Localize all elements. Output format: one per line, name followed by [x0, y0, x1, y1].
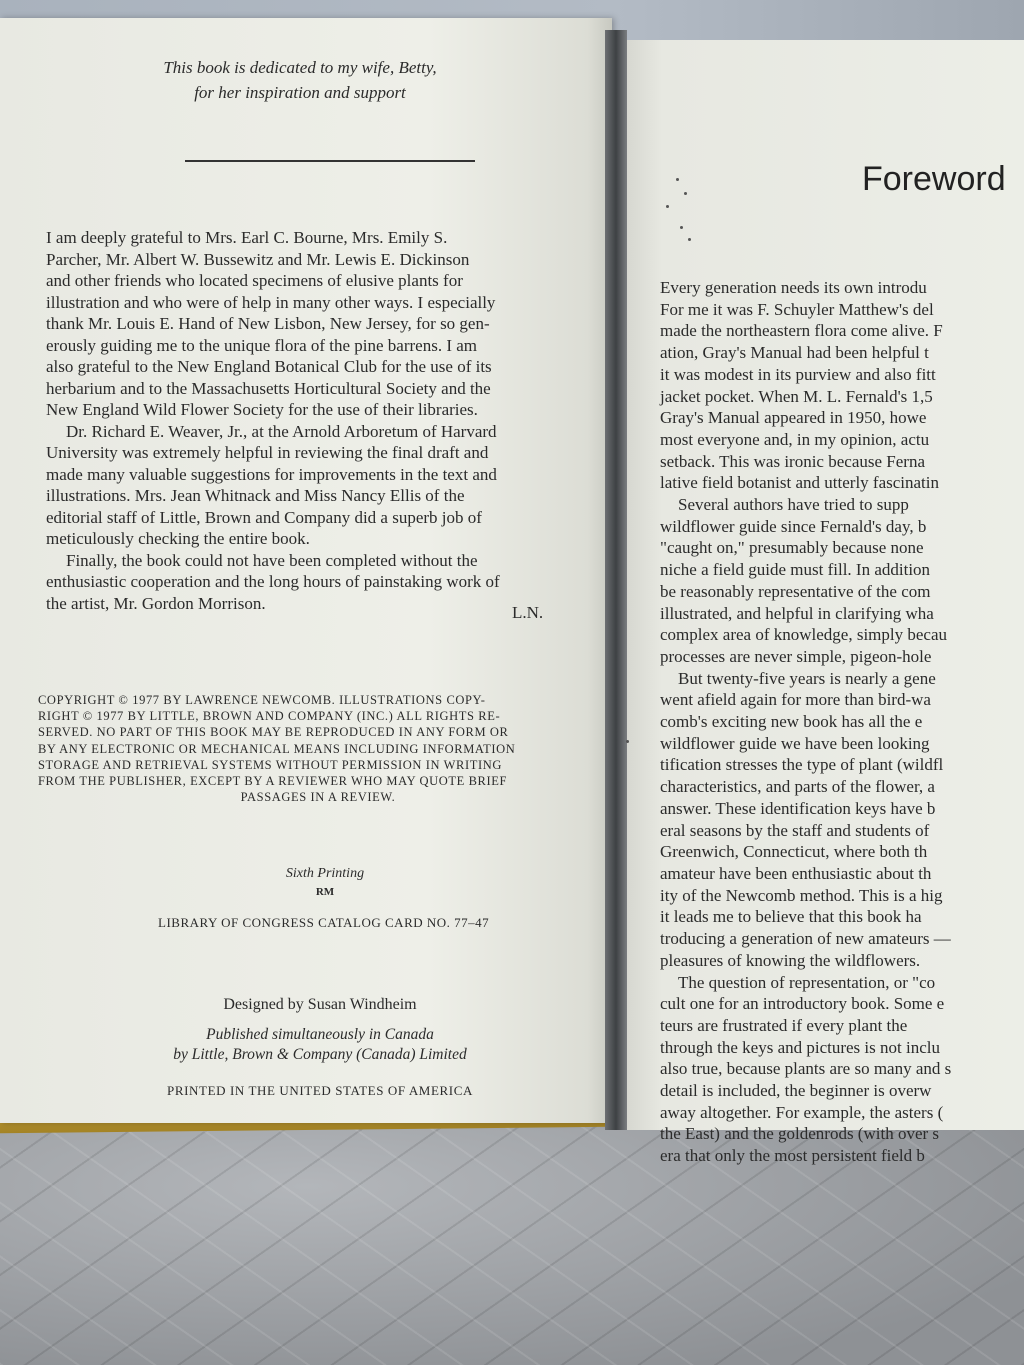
copyright-notice [38, 692, 598, 805]
ack-line: I am deeply grateful to Mrs. Earl C. Bourne, Mrs. Emily S. [46, 228, 448, 247]
book-gutter [605, 30, 627, 1130]
foreword-line: complex area of knowledge, simply becau [660, 625, 948, 645]
copyright-line: PASSAGES IN A REVIEW. [240, 790, 396, 805]
copyright-line: FROM THE PUBLISHER, EXCEPT BY A REVIEWER WHO MAY QUOTE BRIEF [38, 774, 508, 789]
foreword-line: troducing a generation of new amateurs — [660, 929, 951, 949]
divider [185, 160, 475, 162]
ack-line: meticulously checking the entire book. [46, 529, 310, 548]
foreword-line: ation, Gray's Manual had been helpful t [660, 343, 929, 363]
ack-line: also grateful to the New England Botanical Club for the use of its [46, 357, 492, 376]
copyright-line: COPYRIGHT © 1977 BY LAWRENCE NEWCOMB. ILLUSTRATIONS COPY- [38, 693, 486, 707]
foreword-line: setback. This was ironic because Ferna [660, 451, 925, 471]
foreword-line: niche a field guide must fill. In addition [660, 560, 931, 580]
foreword-line: illustrated, and helpful in clarifying wha [660, 603, 934, 623]
dedication-line-2: for her inspiration and support [194, 83, 406, 102]
foreword-line: be reasonably representative of the com [660, 581, 931, 601]
foreword-line: ity of the Newcomb method. This is a hig [660, 885, 943, 905]
foreword-line: Gray's Manual appeared in 1950, howe [660, 408, 927, 428]
foreword-line: cult one for an introductory book. Some e [660, 994, 945, 1014]
foreword-line: detail is included, the beginner is overw [660, 1081, 932, 1101]
foreword-line: But twenty-five years is nearly a gene [678, 668, 936, 688]
published-line-1: Published simultaneously in Canada [206, 1026, 434, 1043]
ack-line: Dr. Richard E. Weaver, Jr., at the Arnold Arboretum of Harvard [66, 421, 497, 441]
printing: Sixth Printing [285, 866, 365, 881]
foreword-line: through the keys and pictures is not inclu [660, 1037, 940, 1057]
foreword-line: answer. These identification keys have b [660, 798, 936, 818]
foreword-line: "caught on," presumably because none [660, 538, 924, 558]
ack-line: enthusiastic cooperation and the long hours of painstaking work of [46, 572, 500, 591]
foreword-line: era that only the most persistent field b [660, 1146, 925, 1166]
foreword-line: comb's exciting new book has all the e [660, 712, 923, 732]
ack-line: illustrations. Mrs. Jean Whitnack and Miss Nancy Ellis of the [46, 486, 465, 505]
catalog-number: LIBRARY OF CONGRESS CATALOG CARD NO. 77–47 [158, 915, 490, 930]
foreword-line: it leads me to believe that this book ha [660, 907, 922, 927]
copyright-line: STORAGE AND RETRIEVAL SYSTEMS WITHOUT PERMISSION IN WRITING [38, 757, 503, 772]
ack-line: thank Mr. Louis E. Hand of New Lisbon, New Jersey, for so gen- [46, 314, 490, 333]
acknowledgments [46, 227, 606, 614]
ack-line: illustration and who were of help in many other ways. I especially [46, 292, 496, 312]
foreword-line: pleasures of knowing the wildflowers. [660, 950, 921, 970]
foreword-line: eral seasons by the staff and students of [660, 820, 930, 840]
ack-line: made many valuable suggestions for improvements in the text and [46, 464, 497, 484]
foreword-line: processes are never simple, pigeon-hole [660, 646, 932, 666]
ack-line: herbarium and to the Massachusetts Horticultural Society and the [46, 378, 491, 398]
ack-line: the artist, Mr. Gordon Morrison. [46, 593, 266, 613]
ack-line: and other friends who located specimens of elusive plants for [46, 271, 463, 290]
ack-line: New England Wild Flower Society for the use of their libraries. [46, 400, 478, 419]
published-line-2: by Little, Brown & Company (Canada) Limited [173, 1046, 467, 1063]
foreword-line: tification stresses the type of plant (wildfl [660, 755, 944, 775]
foreword-line: For me it was F. Schuyler Matthew's del [660, 299, 934, 319]
ack-line: University was extremely helpful in reviewing the final draft and [46, 443, 489, 462]
foreword-line: it was modest in its purview and also fitt [660, 364, 936, 384]
signature: L.N. [512, 603, 544, 622]
ack-line: Parcher, Mr. Albert W. Bussewitz and Mr. Lewis E. Dickinson [46, 249, 470, 269]
foreword-line: wildflower guide we have been looking [660, 733, 930, 753]
foreword-line: most everyone and, in my opinion, actu [660, 429, 930, 449]
foreword-line: amateur have been enthusiastic about th [660, 863, 932, 883]
ack-line: Finally, the book could not have been completed without the [66, 550, 478, 570]
foreword-line: Greenwich, Connecticut, where both th [660, 842, 928, 862]
dedication-line-1: This book is dedicated to my wife, Betty, [163, 58, 437, 77]
foreword-line: The question of representation, or "co [678, 972, 936, 992]
foreword-line: wildflower guide since Fernald's day, b [660, 516, 927, 536]
foreword-line: lative field botanist and utterly fascinatin [660, 473, 939, 493]
copyright-line: BY ANY ELECTRONIC OR MECHANICAL MEANS INCLUDING INFORMATION [38, 741, 516, 756]
foreword-line: the East) and the goldenrods (with over s [660, 1124, 940, 1144]
ack-line: erously guiding me to the unique flora of the pine barrens. I am [46, 335, 478, 355]
foreword-line: also true, because plants are so many and s [660, 1059, 952, 1079]
foreword-line: Every generation needs its own introdu [660, 278, 927, 297]
foreword-line: teurs are frustrated if every plant the [660, 1015, 908, 1035]
foreword-line: Several authors have tried to supp [678, 495, 909, 515]
foreword-line: characteristics, and parts of the flower, a [660, 777, 935, 797]
designer: Designed by Susan Windheim [223, 996, 417, 1013]
foreword-line: away altogether. For example, the asters ( [660, 1102, 944, 1122]
foreword-line: jacket pocket. When M. L. Fernald's 1,5 [660, 386, 933, 406]
foreword-line: went afield again for more than bird-wa [660, 690, 931, 710]
copyright-line: RIGHT © 1977 BY LITTLE, BROWN AND COMPANY (INC.) ALL RIGHTS RE- [38, 709, 501, 724]
printing-code: RM [315, 886, 335, 898]
foreword-line: made the northeastern flora come alive. F [660, 321, 943, 341]
page-title: Foreword [862, 160, 1006, 198]
foreword-text [660, 277, 951, 1167]
printed-in: PRINTED IN THE UNITED STATES OF AMERICA [167, 1083, 473, 1098]
ack-line: editorial staff of Little, Brown and Company did a superb job of [46, 507, 482, 527]
copyright-line: SERVED. NO PART OF THIS BOOK MAY BE REPRODUCED IN ANY FORM OR [38, 725, 509, 740]
